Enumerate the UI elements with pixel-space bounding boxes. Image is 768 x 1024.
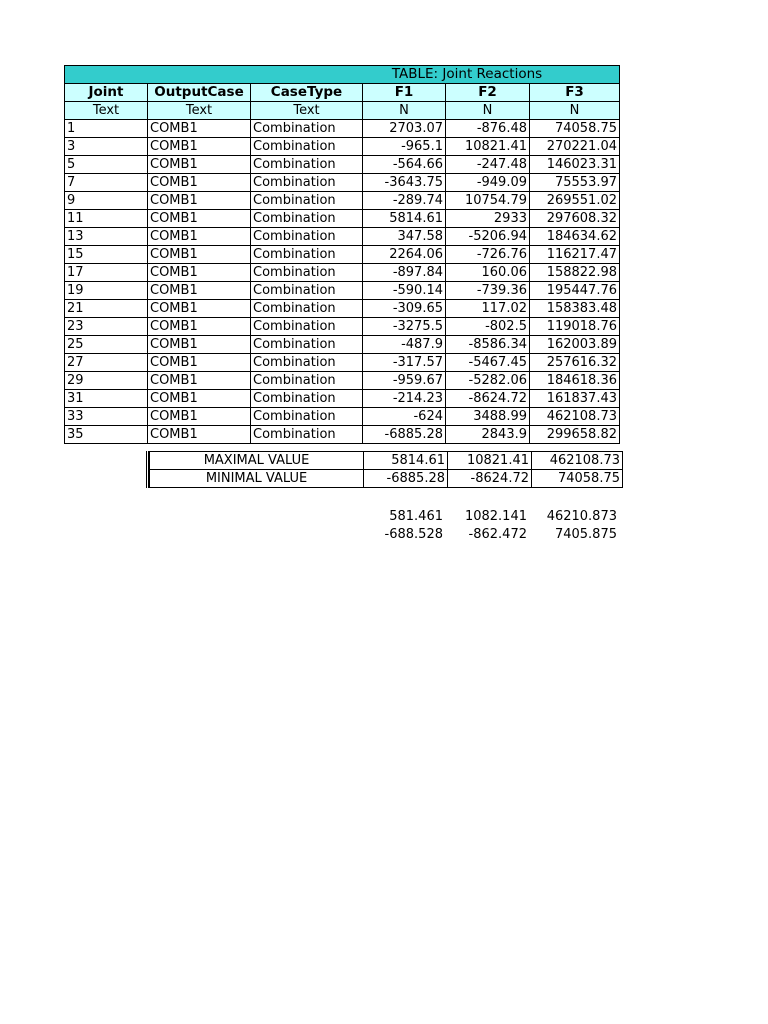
- table-row: [65, 174, 620, 192]
- cell-f1[interactable]: -289.74: [363, 192, 446, 210]
- cell-f1[interactable]: -897.84: [363, 264, 446, 282]
- unit-f3[interactable]: N: [530, 102, 620, 120]
- cell-f2[interactable]: -8586.34: [446, 336, 530, 354]
- table-row: [65, 354, 620, 372]
- cell-f2[interactable]: -739.36: [446, 282, 530, 300]
- cell-outputcase[interactable]: COMB1: [148, 372, 251, 390]
- cell-joint[interactable]: 27: [65, 354, 148, 372]
- cell-f1[interactable]: -214.23: [363, 390, 446, 408]
- cell-f3[interactable]: 297608.32: [530, 210, 620, 228]
- header-f1[interactable]: F1: [363, 84, 446, 102]
- column-header-row: [65, 84, 620, 102]
- unit-f1[interactable]: N: [363, 102, 446, 120]
- table-row: [65, 192, 620, 210]
- cell-joint[interactable]: 29: [65, 372, 148, 390]
- cell-casetype[interactable]: Combination: [251, 300, 363, 318]
- cell-f2[interactable]: -8624.72: [446, 390, 530, 408]
- header-outputcase[interactable]: OutputCase: [148, 84, 251, 102]
- joint-reactions-sheet: [64, 65, 619, 444]
- cell-f1[interactable]: -6885.28: [363, 426, 446, 444]
- cell-joint[interactable]: 35: [65, 426, 148, 444]
- units-row: [65, 102, 620, 120]
- cell-f1[interactable]: 347.58: [363, 228, 446, 246]
- table-row: [65, 372, 620, 390]
- cell-f3[interactable]: 184634.62: [530, 228, 620, 246]
- cell-casetype[interactable]: Combination: [251, 156, 363, 174]
- cell-f2[interactable]: -726.76: [446, 246, 530, 264]
- cell-f1[interactable]: 5814.61: [363, 210, 446, 228]
- table-row: [65, 426, 620, 444]
- cell-joint[interactable]: 31: [65, 390, 148, 408]
- cell-f2[interactable]: -949.09: [446, 174, 530, 192]
- table-row: [65, 156, 620, 174]
- cell-casetype[interactable]: Combination: [251, 426, 363, 444]
- cell-joint[interactable]: 33: [65, 408, 148, 426]
- cell-casetype[interactable]: Combination: [251, 138, 363, 156]
- cell-f1[interactable]: -487.9: [363, 336, 446, 354]
- table-row: [65, 228, 620, 246]
- cell-outputcase[interactable]: COMB1: [148, 354, 251, 372]
- cell-f1[interactable]: -3275.5: [363, 318, 446, 336]
- cell-outputcase[interactable]: COMB1: [148, 228, 251, 246]
- cell-f1[interactable]: -959.67: [363, 372, 446, 390]
- cell-f3[interactable]: 195447.76: [530, 282, 620, 300]
- cell-outputcase[interactable]: COMB1: [148, 264, 251, 282]
- cell-joint[interactable]: 21: [65, 300, 148, 318]
- extra-row: [362, 526, 619, 544]
- cell-f1[interactable]: -624: [363, 408, 446, 426]
- cell-outputcase[interactable]: COMB1: [148, 300, 251, 318]
- summary-f1[interactable]: -6885.28: [364, 470, 448, 488]
- cell-f1[interactable]: -564.66: [363, 156, 446, 174]
- table-row: [65, 282, 620, 300]
- extra-cell-f2[interactable]: 1082.141: [464, 509, 527, 524]
- header-f2[interactable]: F2: [446, 84, 530, 102]
- cell-f3[interactable]: 74058.75: [530, 120, 620, 138]
- cell-joint[interactable]: 5: [65, 156, 148, 174]
- cell-casetype[interactable]: Combination: [251, 390, 363, 408]
- table-row: [65, 264, 620, 282]
- cell-casetype[interactable]: Combination: [251, 282, 363, 300]
- cell-casetype[interactable]: Combination: [251, 210, 363, 228]
- cell-f2[interactable]: 2843.9: [446, 426, 530, 444]
- extra-cell-f3[interactable]: 46210.873: [546, 509, 617, 524]
- summary-f3[interactable]: 74058.75: [532, 470, 623, 488]
- extra-cell-f1[interactable]: 581.461: [389, 509, 443, 524]
- unit-outputcase[interactable]: Text: [148, 102, 251, 120]
- cell-casetype[interactable]: Combination: [251, 372, 363, 390]
- cell-f1[interactable]: -590.14: [363, 282, 446, 300]
- summary-f2[interactable]: -8624.72: [448, 470, 532, 488]
- cell-casetype[interactable]: Combination: [251, 246, 363, 264]
- cell-f1[interactable]: -317.57: [363, 354, 446, 372]
- cell-f3[interactable]: 184618.36: [530, 372, 620, 390]
- cell-f2[interactable]: -5282.06: [446, 372, 530, 390]
- summary-table: [149, 451, 623, 488]
- table-title-row: [65, 66, 620, 84]
- joint-reactions-table: [64, 65, 620, 444]
- cell-joint[interactable]: 13: [65, 228, 148, 246]
- cell-f3[interactable]: 158383.48: [530, 300, 620, 318]
- table-row: [65, 318, 620, 336]
- cell-f3[interactable]: 257616.32: [530, 354, 620, 372]
- cell-outputcase[interactable]: COMB1: [148, 426, 251, 444]
- cell-f3[interactable]: 75553.97: [530, 174, 620, 192]
- cell-f2[interactable]: -5467.45: [446, 354, 530, 372]
- cell-f3[interactable]: 299658.82: [530, 426, 620, 444]
- table-row: [65, 336, 620, 354]
- cell-casetype[interactable]: Combination: [251, 228, 363, 246]
- table-row: [65, 408, 620, 426]
- summary-f1[interactable]: 5814.61: [364, 452, 448, 470]
- cell-f3[interactable]: 162003.89: [530, 336, 620, 354]
- cell-outputcase[interactable]: COMB1: [148, 174, 251, 192]
- cell-outputcase[interactable]: COMB1: [148, 192, 251, 210]
- unit-f2[interactable]: N: [446, 102, 530, 120]
- table-row: [65, 390, 620, 408]
- cell-f3[interactable]: 116217.47: [530, 246, 620, 264]
- cell-f2[interactable]: 117.02: [446, 300, 530, 318]
- extra-cell-f1[interactable]: -688.528: [384, 527, 443, 542]
- cell-joint[interactable]: 1: [65, 120, 148, 138]
- cell-joint[interactable]: 15: [65, 246, 148, 264]
- cell-casetype[interactable]: Combination: [251, 120, 363, 138]
- cell-joint[interactable]: 19: [65, 282, 148, 300]
- table-row: [65, 120, 620, 138]
- cell-f3[interactable]: 119018.76: [530, 318, 620, 336]
- cell-f2[interactable]: 3488.99: [446, 408, 530, 426]
- extra-cell-f2[interactable]: -862.472: [468, 527, 527, 542]
- cell-f2[interactable]: 160.06: [446, 264, 530, 282]
- summary-f2[interactable]: 10821.41: [448, 452, 532, 470]
- cell-joint[interactable]: 11: [65, 210, 148, 228]
- summary-block: [146, 451, 622, 488]
- cell-f1[interactable]: 2264.06: [363, 246, 446, 264]
- cell-casetype[interactable]: Combination: [251, 408, 363, 426]
- cell-joint[interactable]: 17: [65, 264, 148, 282]
- cell-f3[interactable]: 161837.43: [530, 390, 620, 408]
- cell-f3[interactable]: 158822.98: [530, 264, 620, 282]
- table-title-cell[interactable]: [65, 66, 620, 84]
- cell-f2[interactable]: -247.48: [446, 156, 530, 174]
- extra-values-block: [362, 508, 619, 544]
- cell-casetype[interactable]: Combination: [251, 174, 363, 192]
- cell-f2[interactable]: 2933: [446, 210, 530, 228]
- cell-f2[interactable]: 10754.79: [446, 192, 530, 210]
- cell-outputcase[interactable]: COMB1: [148, 408, 251, 426]
- cell-joint[interactable]: 23: [65, 318, 148, 336]
- cell-f2[interactable]: -802.5: [446, 318, 530, 336]
- extra-cell-f3[interactable]: 7405.875: [554, 527, 617, 542]
- unit-casetype[interactable]: Text: [251, 102, 363, 120]
- cell-f3[interactable]: 270221.04: [530, 138, 620, 156]
- cell-f2[interactable]: 10821.41: [446, 138, 530, 156]
- cell-f1[interactable]: -3643.75: [363, 174, 446, 192]
- table-row: [65, 246, 620, 264]
- cell-f2[interactable]: -5206.94: [446, 228, 530, 246]
- cell-casetype[interactable]: Combination: [251, 318, 363, 336]
- cell-outputcase[interactable]: COMB1: [148, 138, 251, 156]
- maximal-value-row: [150, 452, 623, 470]
- header-casetype[interactable]: CaseType: [251, 84, 363, 102]
- header-joint[interactable]: Joint: [65, 84, 148, 102]
- header-f3[interactable]: F3: [530, 84, 620, 102]
- cell-joint[interactable]: 25: [65, 336, 148, 354]
- extra-values-table: [362, 508, 619, 544]
- cell-casetype[interactable]: Combination: [251, 264, 363, 282]
- extra-row: [362, 508, 619, 526]
- cell-outputcase[interactable]: COMB1: [148, 390, 251, 408]
- cell-joint[interactable]: 9: [65, 192, 148, 210]
- table-title: TABLE: Joint Reactions: [391, 66, 543, 82]
- cell-outputcase[interactable]: COMB1: [148, 156, 251, 174]
- cell-joint[interactable]: 3: [65, 138, 148, 156]
- cell-f1[interactable]: -965.1: [363, 138, 446, 156]
- unit-joint[interactable]: Text: [65, 102, 148, 120]
- cell-outputcase[interactable]: COMB1: [148, 246, 251, 264]
- cell-f2[interactable]: -876.48: [446, 120, 530, 138]
- table-row: [65, 138, 620, 156]
- minimal-value-row: [150, 470, 623, 488]
- cell-outputcase[interactable]: COMB1: [148, 282, 251, 300]
- cell-outputcase[interactable]: COMB1: [148, 336, 251, 354]
- cell-f1[interactable]: -309.65: [363, 300, 446, 318]
- cell-f3[interactable]: 462108.73: [530, 408, 620, 426]
- summary-label[interactable]: MINIMAL VALUE: [150, 470, 364, 488]
- cell-outputcase[interactable]: COMB1: [148, 318, 251, 336]
- table-row: [65, 300, 620, 318]
- summary-f3[interactable]: 462108.73: [532, 452, 623, 470]
- cell-f3[interactable]: 146023.31: [530, 156, 620, 174]
- cell-casetype[interactable]: Combination: [251, 354, 363, 372]
- cell-f1[interactable]: 2703.07: [363, 120, 446, 138]
- cell-outputcase[interactable]: COMB1: [148, 120, 251, 138]
- cell-outputcase[interactable]: COMB1: [148, 210, 251, 228]
- cell-casetype[interactable]: Combination: [251, 192, 363, 210]
- table-row: [65, 210, 620, 228]
- cell-casetype[interactable]: Combination: [251, 336, 363, 354]
- cell-joint[interactable]: 7: [65, 174, 148, 192]
- cell-f3[interactable]: 269551.02: [530, 192, 620, 210]
- summary-label[interactable]: MAXIMAL VALUE: [150, 452, 364, 470]
